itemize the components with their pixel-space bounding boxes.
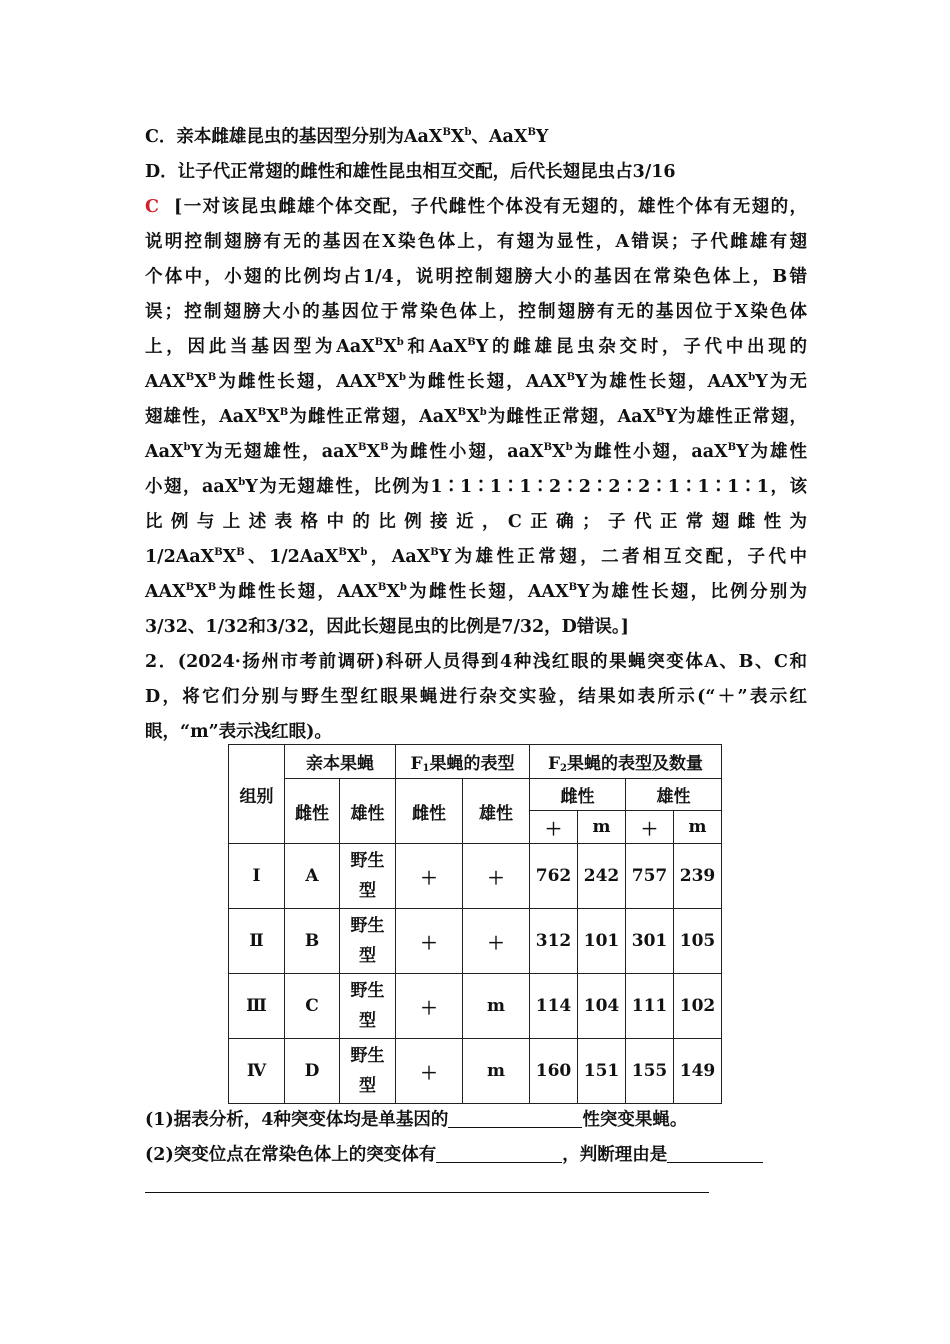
header-parents: 亲本果蝇 [285, 745, 396, 779]
answer-line: 比例与上述表格中的比例接近，C正确；子代正常翅雌性为 [145, 512, 807, 532]
header-m: m [674, 811, 722, 844]
header-m: m [578, 811, 626, 844]
results-table [228, 744, 722, 1104]
answer-blank-line[interactable] [145, 1192, 709, 1193]
header-group: 组别 [229, 745, 285, 844]
option-c: C．亲本雌雄昆虫的基因型分别为$AaX^BX^b$、AaX$^B$Y [145, 127, 549, 147]
answer-line: 个体中，小翅的比例均占1/4，说明控制翅膀大小的基因在常染色体上，B错 [145, 267, 807, 287]
answer-blank[interactable] [448, 1109, 582, 1128]
header-f1-male: 雄性 [463, 779, 530, 844]
header-f2-male: 雄性 [626, 779, 722, 811]
answer-blank[interactable] [436, 1144, 562, 1163]
answer-line: $AAX^BX^B$为雌性长翅，$AAX^BX^b$为雌性长翅，$AAX^BY$为雄性长翅，AAX$^b$Y为无 [145, 372, 808, 392]
answer-line: 上，因此当基因型为$AaX^BX^b$和AaX$^B$Y的雌雄昆虫杂交时，子代中出现的 [145, 337, 807, 357]
answer-line: $AAX^BX^B$为雌性长翅，$AAX^BX^b$为雌性长翅，$AAX^BY$为雄性长翅，比例分别为 [145, 582, 808, 602]
answer-line: 翅雄性，$AaX^BX^B$为雌性正常翅，$AaX^BX^b$为雌性正常翅，AaX$^B$Y为雄性正常翅， [145, 407, 807, 427]
header-plus: ＋ [530, 811, 578, 844]
answer-letter: C [145, 197, 159, 217]
sub-question-1: (1)据表分析，4种突变体均是单基因的 性突变果蝇。 [145, 1110, 688, 1130]
sub-question-2: (2)突变位点在常染色体上的突变体有 ，判断理由是 [145, 1141, 763, 1166]
question-2: 眼，“m”表示浅红眼)。 [145, 722, 332, 742]
answer-line: 小翅，aaX$^b$Y为无翅雄性，比例为1∶1∶1∶1∶2∶2∶2∶2∶1∶1∶1∶1，该 [145, 477, 807, 497]
table-row: Ⅰ A 野生型 ＋ ＋ 762 242 757 239 [229, 844, 722, 909]
header-parent-male: 雄性 [340, 779, 396, 844]
answer-line: AaX$^b$Y为无翅雄性，$aaX^BX^B$为雌性小翅，$aaX^BX^b$为雌性小翅，aaX$^B$Y为雄性 [145, 442, 807, 462]
table-row: Ⅲ C 野生型 ＋ m 114 104 111 102 [229, 974, 722, 1039]
question-2: 2．(2024·扬州市考前调研)科研人员得到4种浅红眼的果蝇突变体A、B、C和 [145, 652, 807, 672]
header-f2: $F_2$果蝇的表型及数量 [530, 745, 722, 779]
answer-blank[interactable] [667, 1144, 763, 1163]
answer-line: $1/2AaX^BX^B$、$1/2AaX^BX^b$，AaX$^B$Y为雄性正常翅，二者相互交配，子代中 [145, 547, 807, 567]
table-row: Ⅱ B 野生型 ＋ ＋ 312 101 301 105 [229, 909, 722, 974]
table-row: Ⅳ D 野生型 ＋ m 160 151 155 149 [229, 1039, 722, 1104]
answer-line: 3/32、1/32和3/32，因此长翅昆虫的比例是7/32，D错误。] [145, 617, 629, 637]
option-d: D．让子代正常翅的雌性和雄性昆虫相互交配，后代长翅昆虫占3/16 [145, 162, 676, 182]
answer-line: C [一对该昆虫雌雄个体交配，子代雌性个体没有无翅的，雄性个体有无翅的， [145, 197, 808, 217]
answer-line: 误；控制翅膀大小的基因位于常染色体上，控制翅膀有无的基因位于X染色体 [145, 302, 807, 322]
header-f2-female: 雌性 [530, 779, 626, 811]
header-f1: $F_1$果蝇的表型 [396, 745, 530, 779]
answer-line: 说明控制翅膀有无的基因在X染色体上，有翅为显性，A错误；子代雌雄有翅 [145, 232, 807, 252]
header-plus: ＋ [626, 811, 674, 844]
question-2: D，将它们分别与野生型红眼果蝇进行杂交实验，结果如表所示(“＋”表示红 [145, 687, 807, 707]
header-f1-female: 雌性 [396, 779, 463, 844]
header-parent-female: 雌性 [285, 779, 340, 844]
